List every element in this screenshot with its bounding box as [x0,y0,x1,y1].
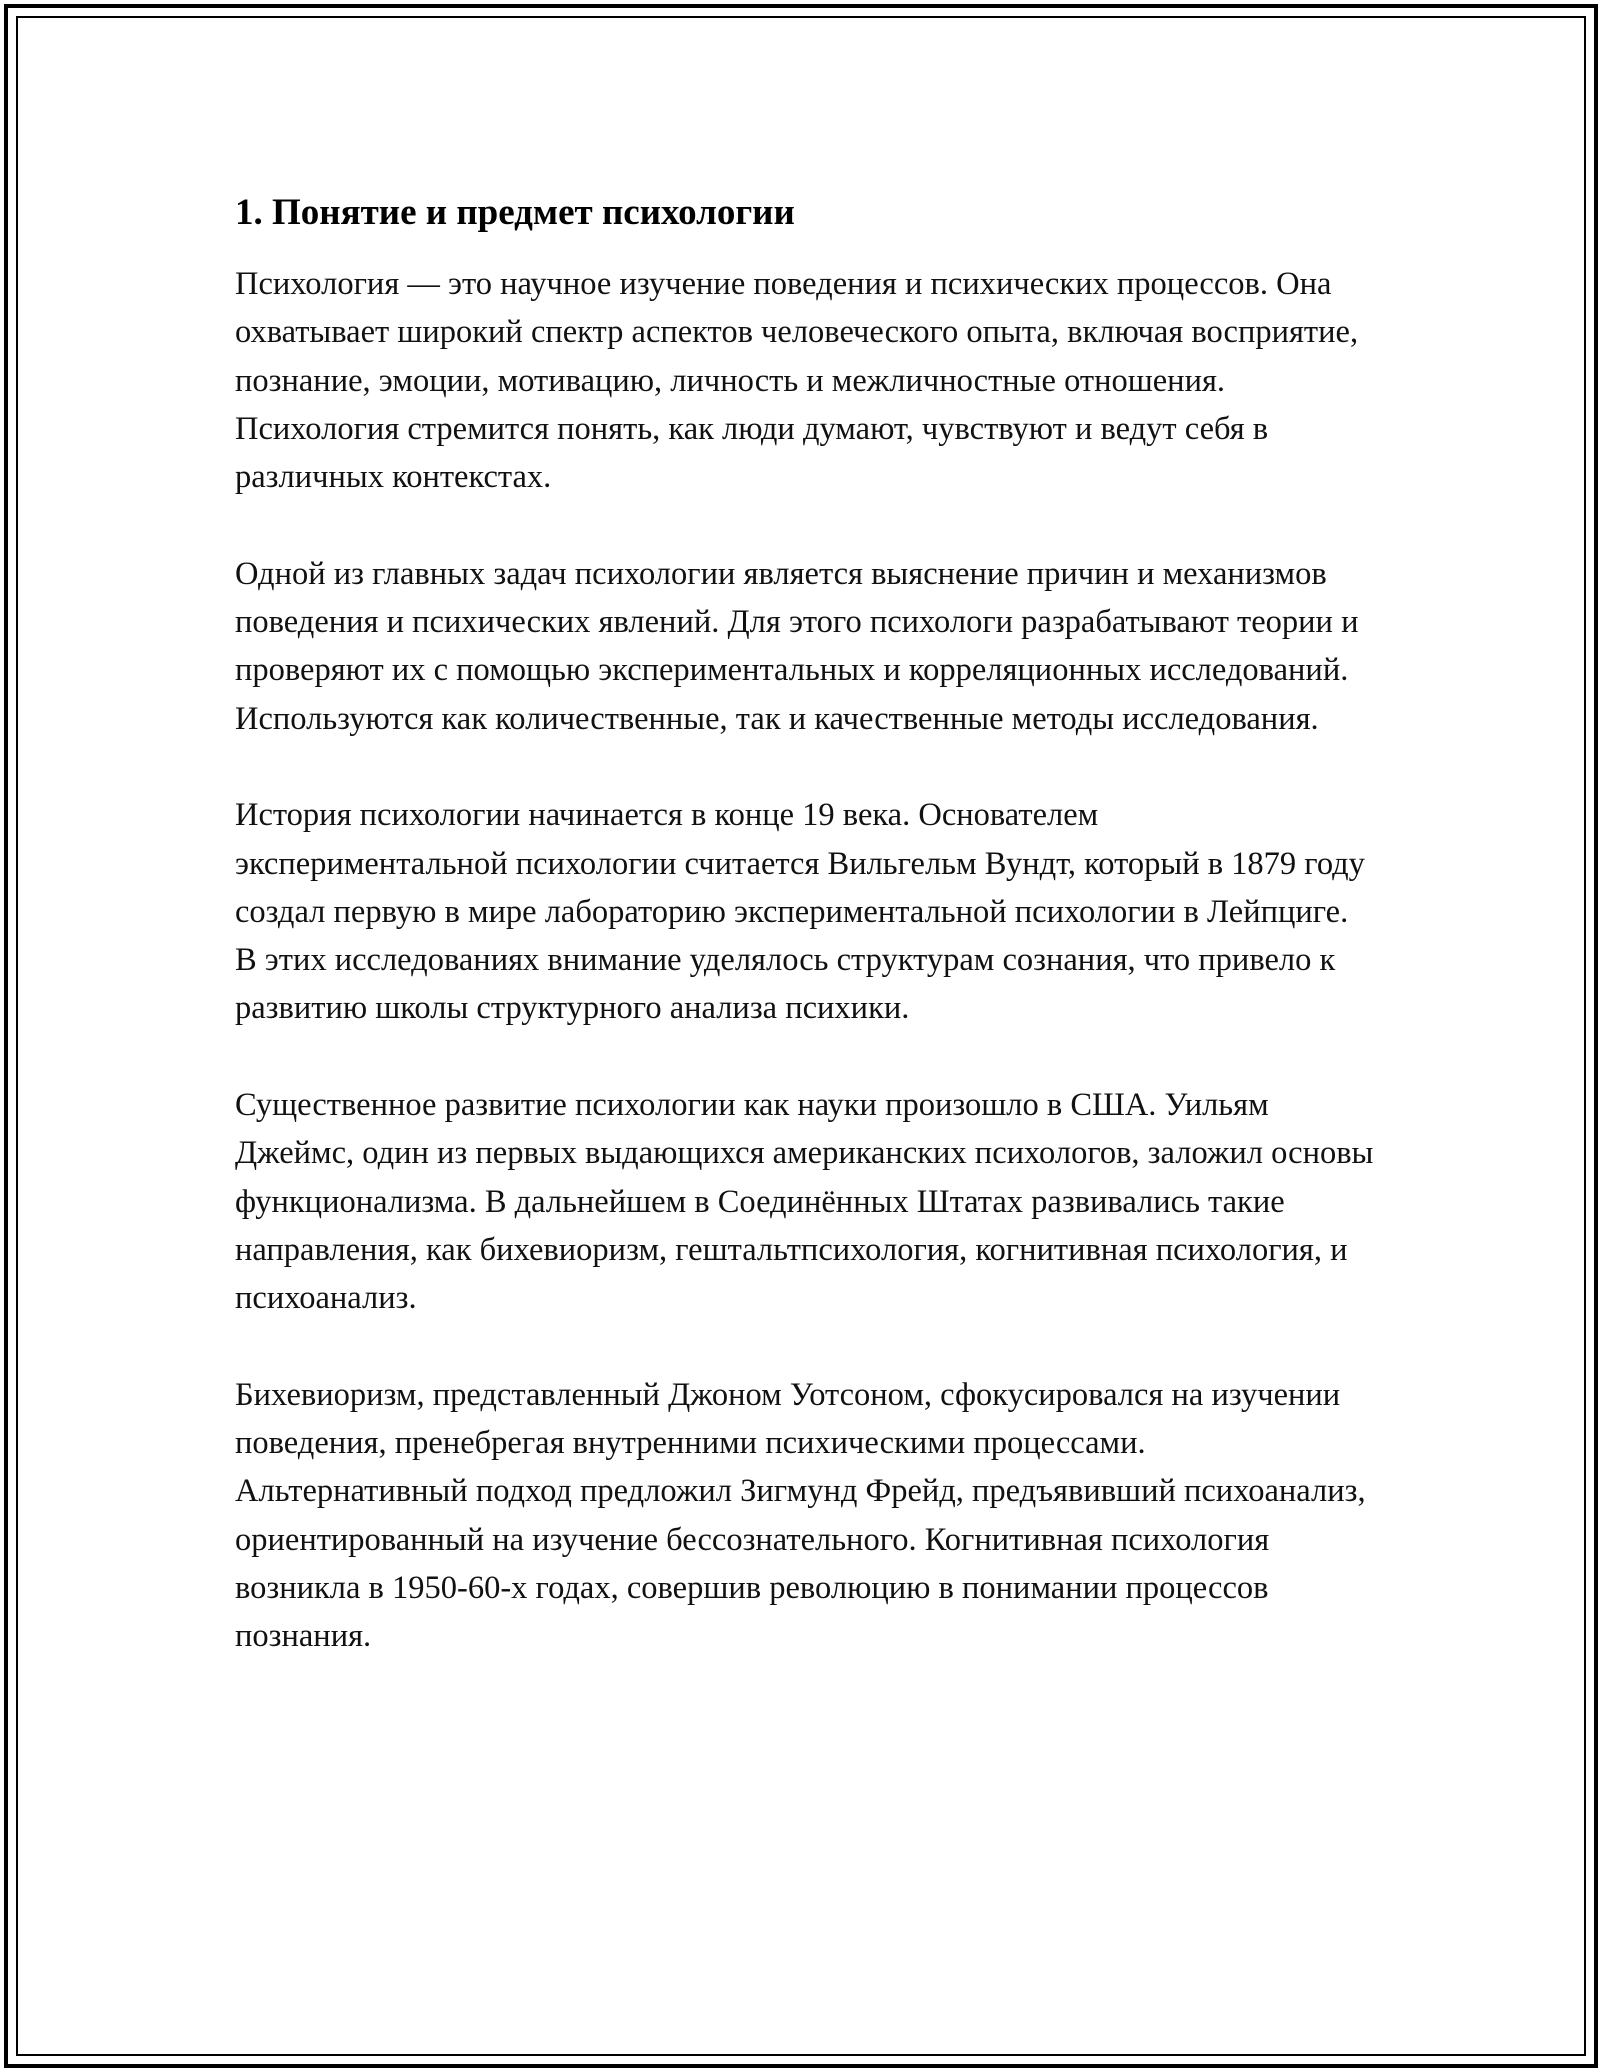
paragraph-history: История психологии начинается в конце 19 века. Основателем экспериментальной психологии считается Вильгельм Вундт, который в 1879 году создал первую в мире лабораторию экспериментальной психологии в Лейпциге. В этих исследованиях внимание уделялось структурам сознания, что привело к развитию школы структурного анализа психики. [235,797,1365,1027]
paragraph-definition: Психология — это научное изучение поведения и психических процессов. Она охватывает широкий спектр аспектов человеческого опыта, включая восприятие, познание, эмоции, мотивацию, личность и межличностные отношения. Психология стремится понять, как люди думают, чувствуют и ведут себя в различных контекстах. [235,266,1359,496]
document-body [235,189,1375,1661]
paragraph-schools: Бихевиоризм, представленный Джоном Уотсоном, сфокусировался на изучении поведения, пренебрегая внутренними психическими процессами. Альтернативный подход предложил Зигмунд Фрейд, предъявивший психоанализ, ориентированный на изучение бессознательного. Когнитивная психология возникла в 1950-60-х годах, совершив революцию в понимании процессов познания. [235,1376,1366,1655]
section-heading: 1. Понятие и предмет психологии [235,192,795,233]
paragraph-tasks: Одной из главных задач психологии является выяснение причин и механизмов поведения и психических явлений. Для этого психологи разрабатывают теории и проверяют их с помощью экспериментальных и корреляционных исследований. Используются как количественные, так и качественные методы исследования. [235,555,1359,737]
paragraph-usa-development: Существенное развитие психологии как науки произошло в США. Уильям Джеймс, один из первых выдающихся американских психологов, заложил основы функционализма. В дальнейшем в Соединённых Штатах развивались такие направления, как бихевиоризм, гештальтпсихология, когнитивная психология, и психоанализ. [235,1087,1374,1317]
